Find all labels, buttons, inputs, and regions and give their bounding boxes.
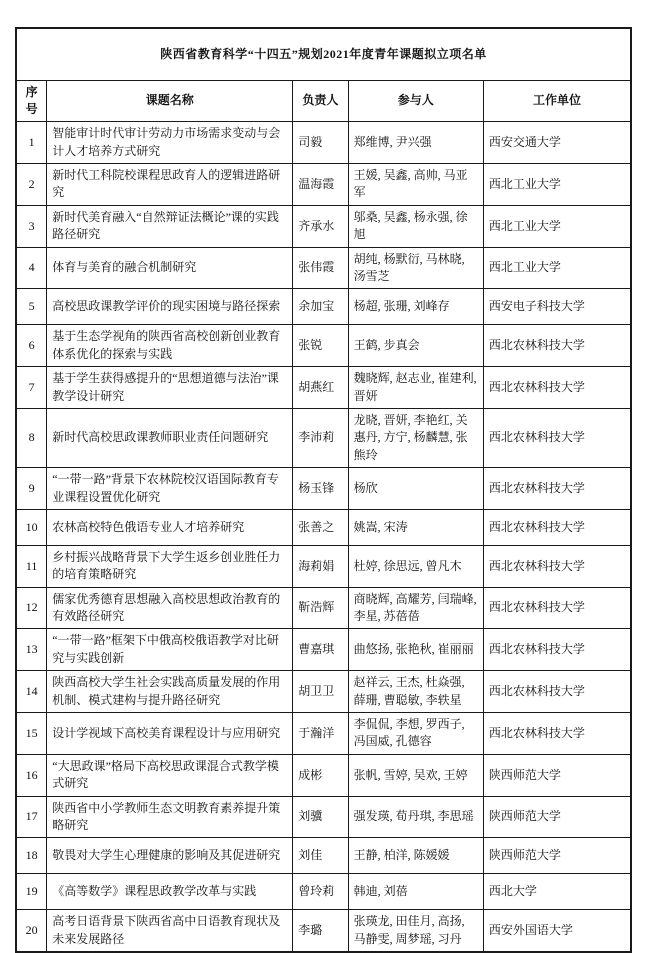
col-header-no: 序号	[16, 80, 47, 122]
work-unit: 西北大学	[483, 874, 631, 910]
project-list-table	[15, 27, 632, 953]
project-title: “大思政课”格局下高校思政课混合式教学模式研究	[47, 754, 293, 796]
table-row	[16, 408, 631, 467]
row-no: 7	[16, 367, 47, 409]
leader: 张伟霞	[293, 247, 348, 289]
leader: 刘佳	[293, 838, 348, 874]
row-no: 13	[16, 629, 47, 671]
work-unit: 西安电子科技大学	[483, 289, 631, 325]
work-unit: 西北农林科技大学	[483, 713, 631, 755]
col-header-leader: 负责人	[293, 80, 348, 122]
table-row	[16, 874, 631, 910]
project-title: 乡村振兴战略背景下大学生返乡创业胜任力的培育策略研究	[47, 545, 293, 587]
participants: 王媛, 吴鑫, 高帅, 马亚军	[348, 164, 483, 206]
leader: 海莉娟	[293, 545, 348, 587]
participants: 姚嵩, 宋涛	[348, 509, 483, 545]
work-unit: 西安外国语大学	[483, 910, 631, 952]
project-title: 《高等数学》课程思政教学改革与实践	[47, 874, 293, 910]
leader: 胡卫卫	[293, 671, 348, 713]
project-title: 新时代高校思政课教师职业责任问题研究	[47, 408, 293, 467]
participants: 王鹤, 步真会	[348, 325, 483, 367]
participants: 胡纯, 杨默衍, 马林晓, 汤雪芝	[348, 247, 483, 289]
work-unit: 西北工业大学	[483, 247, 631, 289]
table-row	[16, 509, 631, 545]
leader: 李沛莉	[293, 408, 348, 467]
participants: 商晓辉, 高耀芳, 闫瑞峰, 李星, 苏蓓蓓	[348, 587, 483, 629]
participants: 杜婷, 徐思远, 曾凡木	[348, 545, 483, 587]
leader: 于瀚洋	[293, 713, 348, 755]
row-no: 14	[16, 671, 47, 713]
leader: 齐承水	[293, 205, 348, 247]
leader: 杨玉锋	[293, 468, 348, 510]
table-row	[16, 367, 631, 409]
leader: 张善之	[293, 509, 348, 545]
work-unit: 西北农林科技大学	[483, 325, 631, 367]
participants: 韩迪, 刘蓓	[348, 874, 483, 910]
row-no: 8	[16, 408, 47, 467]
work-unit: 西北农林科技大学	[483, 367, 631, 409]
work-unit: 西北农林科技大学	[483, 545, 631, 587]
participants: 龙晓, 晋妍, 李艳红, 关惠丹, 方宁, 杨麟慧, 张熊玲	[348, 408, 483, 467]
work-unit: 陕西师范大学	[483, 754, 631, 796]
leader: 刘骥	[293, 796, 348, 838]
project-title: 敬畏对大学生心理健康的影响及其促进研究	[47, 838, 293, 874]
work-unit: 西北农林科技大学	[483, 629, 631, 671]
row-no: 2	[16, 164, 47, 206]
title-row	[16, 28, 631, 80]
work-unit: 西北农林科技大学	[483, 468, 631, 510]
leader: 余加宝	[293, 289, 348, 325]
row-no: 18	[16, 838, 47, 874]
work-unit: 陕西师范大学	[483, 838, 631, 874]
project-title: “一带一路”框架下中俄高校俄语教学对比研究与实践创新	[47, 629, 293, 671]
table-row	[16, 796, 631, 838]
header-row	[16, 80, 631, 122]
table-row	[16, 164, 631, 206]
participants: 王静, 柏洋, 陈媛媛	[348, 838, 483, 874]
row-no: 9	[16, 468, 47, 510]
row-no: 20	[16, 910, 47, 952]
work-unit: 西北农林科技大学	[483, 587, 631, 629]
row-no: 15	[16, 713, 47, 755]
row-no: 3	[16, 205, 47, 247]
participants: 郑维博, 尹兴强	[348, 122, 483, 164]
row-no: 17	[16, 796, 47, 838]
table-row	[16, 629, 631, 671]
col-header-title: 课题名称	[47, 80, 293, 122]
work-unit: 西北工业大学	[483, 164, 631, 206]
table-row	[16, 325, 631, 367]
row-no: 4	[16, 247, 47, 289]
project-title: 陕西省中小学教师生态文明教育素养提升策略研究	[47, 796, 293, 838]
table-row	[16, 289, 631, 325]
leader: 胡燕红	[293, 367, 348, 409]
participants: 强发瑛, 荀丹琪, 李思瑶	[348, 796, 483, 838]
leader: 靳浩辉	[293, 587, 348, 629]
project-title: 新时代美育融入“自然辩证法概论”课的实践路径研究	[47, 205, 293, 247]
table-row	[16, 205, 631, 247]
project-title: “一带一路”背景下农林院校汉语国际教育专业课程设置优化研究	[47, 468, 293, 510]
leader: 张锐	[293, 325, 348, 367]
participants: 杨超, 张珊, 刘峰存	[348, 289, 483, 325]
project-title: 体育与美育的融合机制研究	[47, 247, 293, 289]
table-row	[16, 468, 631, 510]
work-unit: 西安交通大学	[483, 122, 631, 164]
row-no: 10	[16, 509, 47, 545]
project-title: 儒家优秀德育思想融入高校思想政治教育的有效路径研究	[47, 587, 293, 629]
participants: 曲悠扬, 张艳秋, 崔丽丽	[348, 629, 483, 671]
table-row	[16, 838, 631, 874]
row-no: 11	[16, 545, 47, 587]
project-title: 设计学视域下高校美育课程设计与应用研究	[47, 713, 293, 755]
participants: 张瑛龙, 田佳月, 高扬, 马静雯, 周梦瑶, 习丹	[348, 910, 483, 952]
table-row	[16, 587, 631, 629]
participants: 邬桑, 吴鑫, 杨永强, 徐旭	[348, 205, 483, 247]
work-unit: 西北工业大学	[483, 205, 631, 247]
row-no: 19	[16, 874, 47, 910]
page-title: 陕西省教育科学“十四五”规划2021年度青年课题拟立项名单	[16, 28, 631, 80]
project-title: 新时代工科院校课程思政育人的逻辑进路研究	[47, 164, 293, 206]
table-row	[16, 754, 631, 796]
table-row	[16, 910, 631, 952]
row-no: 12	[16, 587, 47, 629]
row-no: 6	[16, 325, 47, 367]
table-row	[16, 247, 631, 289]
project-title: 高考日语背景下陕西省高中日语教育现状及未来发展路径	[47, 910, 293, 952]
row-no: 16	[16, 754, 47, 796]
project-title: 基于学生获得感提升的“思想道德与法治”课教学设计研究	[47, 367, 293, 409]
work-unit: 西北农林科技大学	[483, 408, 631, 467]
participants: 张帆, 雪婷, 吴欢, 王婷	[348, 754, 483, 796]
project-title: 智能审计时代审计劳动力市场需求变动与会计人才培养方式研究	[47, 122, 293, 164]
row-no: 1	[16, 122, 47, 164]
participants: 赵祥云, 王杰, 杜焱强, 薛珊, 曹聪敏, 李轶星	[348, 671, 483, 713]
table-row	[16, 545, 631, 587]
leader: 司毅	[293, 122, 348, 164]
leader: 曾玲莉	[293, 874, 348, 910]
table-row	[16, 122, 631, 164]
leader: 曹嘉琪	[293, 629, 348, 671]
row-no: 5	[16, 289, 47, 325]
leader: 李璐	[293, 910, 348, 952]
participants: 杨欣	[348, 468, 483, 510]
participants: 李侃侃, 李想, 罗西子, 冯国威, 孔德容	[348, 713, 483, 755]
leader: 成彬	[293, 754, 348, 796]
col-header-unit: 工作单位	[483, 80, 631, 122]
work-unit: 陕西师范大学	[483, 796, 631, 838]
work-unit: 西北农林科技大学	[483, 509, 631, 545]
work-unit: 西北农林科技大学	[483, 671, 631, 713]
col-header-participants: 参与人	[348, 80, 483, 122]
project-title: 基于生态学视角的陕西省高校创新创业教育体系优化的探索与实践	[47, 325, 293, 367]
project-title: 农林高校特色俄语专业人才培养研究	[47, 509, 293, 545]
table-row	[16, 671, 631, 713]
project-title: 陕西高校大学生社会实践高质量发展的作用机制、模式建构与提升路径研究	[47, 671, 293, 713]
table-row	[16, 713, 631, 755]
project-title: 高校思政课教学评价的现实困境与路径探索	[47, 289, 293, 325]
leader: 温海霞	[293, 164, 348, 206]
participants: 魏晓辉, 赵志业, 崔建利, 晋妍	[348, 367, 483, 409]
